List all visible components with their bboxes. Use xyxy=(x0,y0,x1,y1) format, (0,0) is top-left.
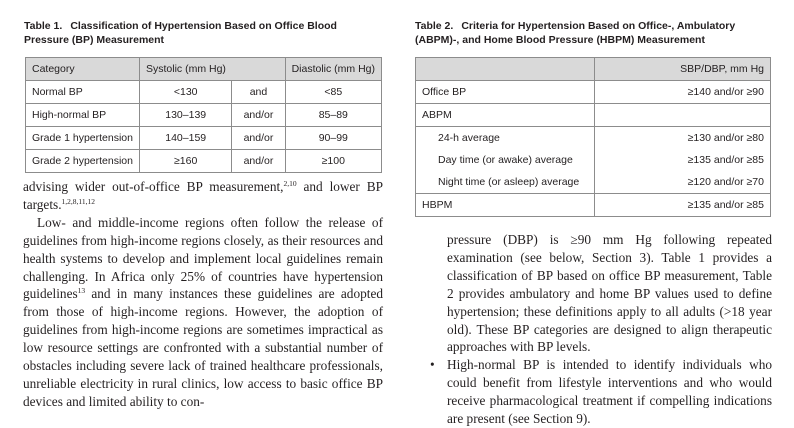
table-row xyxy=(26,150,382,173)
table-cell: ≥140 and/or ≥90 xyxy=(594,81,770,104)
left-paragraph-1 xyxy=(23,178,383,214)
citation: 1,2,8,11,12 xyxy=(61,196,96,206)
citation: 13 xyxy=(77,286,86,296)
table-row xyxy=(416,171,771,194)
table-cell: and/or xyxy=(232,104,285,127)
table1-header-category: Category xyxy=(26,58,140,81)
table-cell: Grade 1 hypertension xyxy=(26,127,140,150)
table-cell: ≥100 xyxy=(285,150,381,173)
table-cell: 85–89 xyxy=(285,104,381,127)
table-cell: ≥160 xyxy=(139,150,231,173)
text-run: and in many instances these guidelines are adopted from those of high-income regions. However, the adoption of guidelines from high-income regions are sometimes impractical as low resource settings are confronted with a substantial number of obstacles including severe lack of trained healthcare professionals, unreliable electricity in rural clinics, low access to basic office BP devices and limited ability to con- xyxy=(23,286,383,409)
left-paragraph-2 xyxy=(23,214,383,411)
text-run: advising wider out-of-office BP measurement, xyxy=(23,179,284,194)
table-cell: Office BP xyxy=(416,81,595,104)
table-cell: 130–139 xyxy=(139,104,231,127)
table-row xyxy=(416,81,771,104)
table1-header-row xyxy=(26,58,382,81)
table2-caption-text: Criteria for Hypertension Based on Office-, Ambulatory (ABPM)-, and Home Blood Pressure (HBPM) Measurement xyxy=(415,20,736,46)
table-row xyxy=(26,104,382,127)
table-cell: ≥120 and/or ≥70 xyxy=(594,171,770,194)
table-row xyxy=(26,81,382,104)
table2-caption xyxy=(415,20,775,47)
table-row xyxy=(416,149,771,171)
table-row xyxy=(416,104,771,127)
table1 xyxy=(25,57,382,173)
citation: 2,10 xyxy=(283,179,297,188)
table-cell: ABPM xyxy=(416,104,595,127)
table-cell: and/or xyxy=(232,127,285,150)
right-column-text xyxy=(447,231,772,428)
table1-caption-text: Classification of Hypertension Based on Office Blood Pressure (BP) Measurement xyxy=(24,20,337,46)
table-cell: ≥130 and/or ≥80 xyxy=(594,127,770,150)
table-cell: 90–99 xyxy=(285,127,381,150)
table1-header-systolic: Systolic (mm Hg) xyxy=(139,58,231,81)
table-cell: ≥135 and/or ≥85 xyxy=(594,149,770,171)
table-cell xyxy=(594,104,770,127)
table2-header-blank xyxy=(416,58,595,81)
table1-header-diastolic: Diastolic (mm Hg) xyxy=(285,58,381,81)
bullet-list xyxy=(427,356,772,428)
list-item: • High-normal BP is intended to identify individuals who could benefit from lifestyle interventions and who would receive pharmacological treatment if compelling indications are present (see Section 9). xyxy=(427,356,772,428)
table2-header-sbp-dbp: SBP/DBP, mm Hg xyxy=(594,58,770,81)
table1-caption xyxy=(24,20,384,47)
text-run: and lower BP targets. xyxy=(23,179,383,212)
right-paragraph-1: pressure (DBP) is ≥90 mm Hg following repeated examination (see below, Section 3). Table 1 provides a classification of BP based on office BP measurement, Table 2 provides ambulatory and home BP values used to define hypertension; these definitions apply to all adults (>18 year old). These BP categories are designed to align therapeutic approaches with BP levels. xyxy=(447,232,772,355)
table-cell: 24-h average xyxy=(416,127,595,150)
table-cell: ≥135 and/or ≥85 xyxy=(594,194,770,217)
table-cell: Night time (or asleep) average xyxy=(416,171,595,194)
table-cell: Normal BP xyxy=(26,81,140,104)
table2 xyxy=(415,57,771,217)
table-cell: Grade 2 hypertension xyxy=(26,150,140,173)
table-cell: 140–159 xyxy=(139,127,231,150)
table-row xyxy=(26,127,382,150)
table-cell: and xyxy=(232,81,285,104)
table-cell: High-normal BP xyxy=(26,104,140,127)
left-column-text xyxy=(23,178,383,411)
table-row xyxy=(416,194,771,217)
table-row xyxy=(416,127,771,150)
table-cell: <130 xyxy=(139,81,231,104)
table1-label: Table 1. xyxy=(24,20,63,32)
table2-label: Table 2. xyxy=(415,20,454,32)
table1-header-connector xyxy=(232,58,285,81)
table-cell: and/or xyxy=(232,150,285,173)
table-cell: <85 xyxy=(285,81,381,104)
table-cell: Day time (or awake) average xyxy=(416,149,595,171)
table-cell: HBPM xyxy=(416,194,595,217)
table2-header-row xyxy=(416,58,771,81)
text-run: Low- and middle-income regions often follow the release of guidelines from high-income regions closely, as their resources and health systems to develop and implement local guidelines remain challenging. In Africa only 25% of countries have hypertension guidelines xyxy=(23,214,383,302)
